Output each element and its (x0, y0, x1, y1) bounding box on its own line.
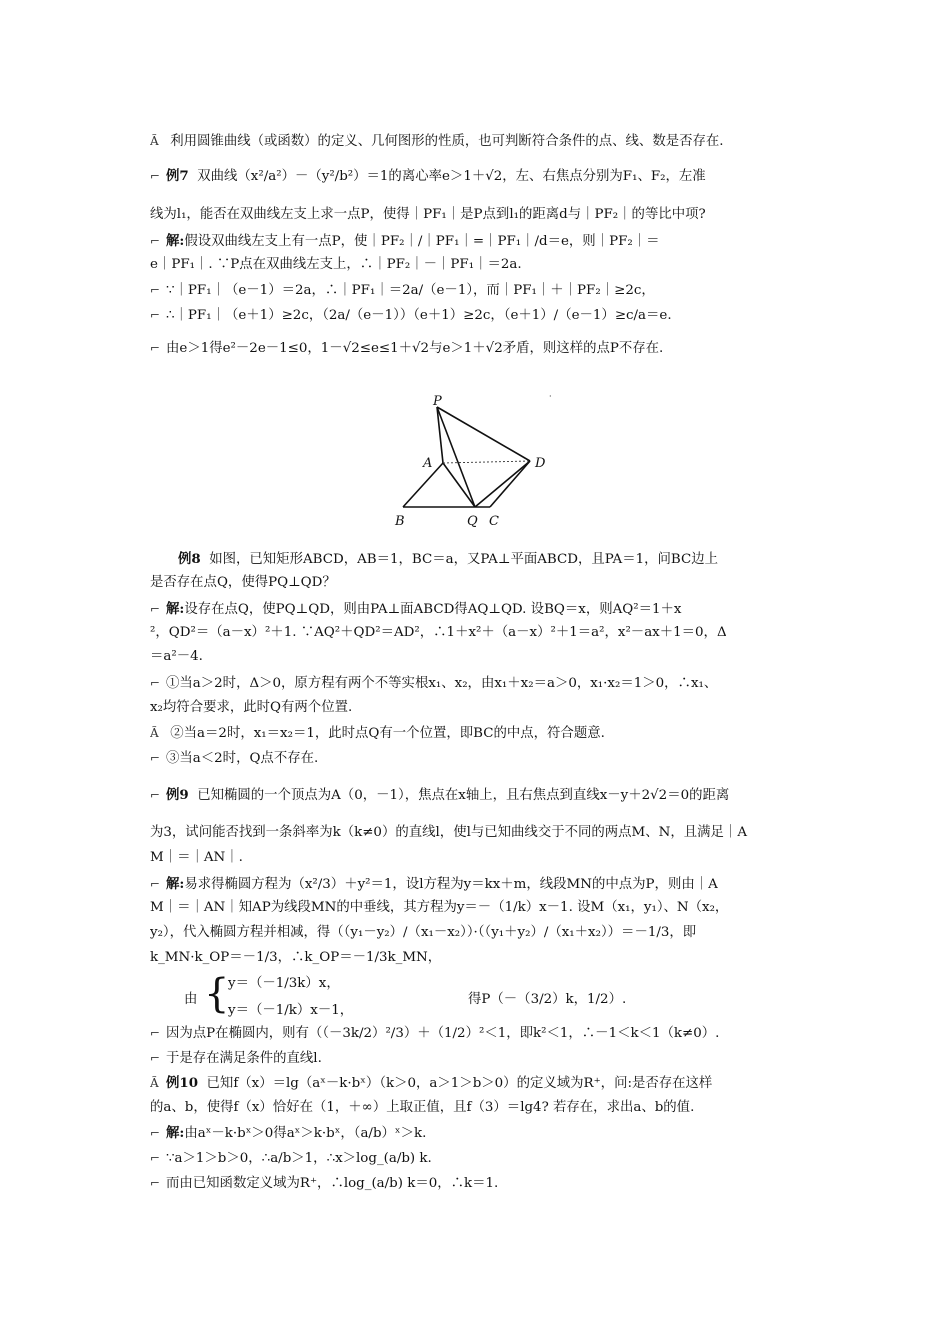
text-line (150, 824, 810, 842)
text-line (150, 749, 810, 768)
label-b: B (395, 514, 405, 529)
line-text: ∵a＞1＞b＞0，∴a/b＞1，∴x＞log_(a/b) k. (166, 1151, 432, 1166)
text-line (150, 1099, 810, 1117)
label-a: A (423, 456, 433, 471)
label-d: D (535, 456, 546, 471)
line-text: e｜PF₁｜. ∵P点在双曲线左支上，∴｜PF₂｜－｜PF₁｜＝2a. (150, 257, 522, 272)
bullet-mark: ⌐ (150, 602, 161, 616)
label-q: Q (467, 514, 478, 529)
text-line (150, 875, 810, 894)
line-text: M｜＝｜AN｜. (150, 850, 243, 865)
bullet-mark: ⌐ (150, 169, 161, 183)
line-text: 利用圆锥曲线（或函数）的定义、几何图形的性质，也可判断符合条件的点、线、数是否存在. (170, 134, 724, 149)
bullet-mark: ⌐ (150, 1026, 161, 1040)
bullet-mark: ⌐ (150, 308, 161, 322)
text-line (150, 1124, 810, 1143)
solution-heading: 解: (166, 233, 185, 249)
line-text: 的a、b，使得f（x）恰好在（1，＋∞）上取正值，且f（3）＝lg4? 若存在，求出a、b的值. (150, 1100, 695, 1115)
system-equation-1: y＝（－1/3k）x， (228, 976, 340, 991)
line-text: ③当a＜2时，Q点不存在. (166, 751, 319, 766)
edge-cd (490, 461, 530, 507)
example-heading: 例10 (166, 1075, 199, 1091)
line-text: 线为l₁，能否在双曲线左支上求一点P，使得｜PF₁｜是P点到l₁的距离d与｜PF₂｜的等比中项? (150, 207, 706, 222)
text-line (150, 624, 810, 642)
bullet-mark: Ã (150, 134, 159, 148)
text-line (150, 232, 810, 251)
stray-dot: · (549, 392, 552, 401)
solution-heading: 解: (166, 601, 185, 617)
text-line (150, 1174, 810, 1193)
pyramid-figure (385, 395, 575, 535)
bullet-mark: ⌐ (150, 877, 161, 891)
bullet-mark: ⌐ (150, 751, 161, 765)
line-text: ①当a＞2时，Δ＞0，原方程有两个不等实根x₁、x₂，由x₁＋x₂＝a＞0，x₁·x₂＝1＞0，∴x₁、 (166, 676, 718, 691)
line-text: 于是存在满足条件的直线l. (166, 1051, 322, 1066)
text-line (150, 674, 810, 693)
text-line (150, 924, 810, 942)
bullet-mark: ⌐ (150, 234, 161, 248)
text-line (150, 132, 810, 151)
system-result: 得P（－（3/2）k，1/2）. (468, 992, 627, 1007)
text-line (150, 724, 810, 743)
line-text: ＝a²－4. (150, 649, 203, 664)
text-line (150, 786, 810, 805)
text-line (150, 1074, 810, 1093)
text-line (150, 949, 810, 967)
line-text: 已知f（x）＝lg（aˣ－k·bˣ）（k＞0，a＞1＞b＞0）的定义域为R⁺，问:是否存在这样 (206, 1076, 713, 1091)
line-text: 易求得椭圆方程为（x²/3）＋y²＝1，设l方程为y＝kx＋m，线段MN的中点为P，则由｜A (184, 877, 718, 892)
text-line (150, 1024, 810, 1043)
text-line (150, 1149, 810, 1168)
text-line (150, 648, 810, 666)
line-text: 是否存在点Q，使得PQ⊥QD？ (150, 575, 336, 590)
edge-qd (475, 461, 530, 507)
edge-ad-hidden (443, 461, 530, 463)
bullet-mark: ⌐ (150, 1151, 161, 1165)
solution-heading: 解: (166, 1125, 185, 1141)
text-line (150, 849, 810, 867)
text-line (150, 899, 810, 917)
line-text: y₂），代入椭圆方程并相减，得（（y₁－y₂）/（x₁－x₂））·（（y₁＋y₂）/（x₁＋x₂））＝－1/3，即 (150, 925, 697, 940)
text-line (150, 281, 810, 300)
line-text: 如图，已知矩形ABCD，AB＝1，BC＝a，又PA⊥平面ABCD，且PA＝1，问BC边上 (209, 552, 719, 567)
line-text: ∵｜PF₁｜（e－1）＝2a，∴｜PF₁｜＝2a/（e－1），而｜PF₁｜＋｜PF₂｜≥2c， (166, 283, 655, 298)
line-text: 而由已知函数定义域为R⁺，∴log_(a/b) k＝0，∴k＝1. (166, 1176, 499, 1191)
text-line (150, 550, 810, 569)
edge-pd (437, 407, 530, 461)
system-brace: { (204, 971, 230, 1017)
bullet-mark: ⌐ (150, 283, 161, 297)
line-text: 假设双曲线左支上有一点P，使｜PF₂｜/｜PF₁｜=｜PF₁｜/d＝e，则｜PF₂｜＝ (184, 234, 660, 249)
text-line (150, 167, 810, 186)
bullet-mark: ⌐ (150, 676, 161, 690)
text-line (150, 206, 810, 224)
bullet-mark: ⌐ (150, 341, 161, 355)
text-line (150, 256, 810, 274)
text-line (150, 574, 810, 592)
line-text: 由e＞1得e²－2e－1≤0，1－√2≤e≤1＋√2与e＞1＋√2矛盾，则这样的点P不存在. (166, 341, 664, 356)
line-text: 因为点P在椭圆内，则有（（－3k/2）²/3）＋（1/2）²＜1，即k²＜1，∴－1＜k＜1（k≠0）. (166, 1026, 720, 1041)
line-text: 为3，试问能否找到一条斜率为k（k≠0）的直线l，使l与已知曲线交于不同的两点M、N，且满足｜A (150, 825, 747, 840)
bullet-mark: ⌐ (150, 1126, 161, 1140)
text-line (150, 600, 810, 619)
line-text: M｜＝｜AN｜知AP为线段MN的中垂线，其方程为y＝－（1/k）x－1. 设M（x₁，y₁）、N（x₂， (150, 900, 729, 915)
line-text: k_MN·k_OP＝－1/3，∴k_OP＝－1/3k_MN， (150, 950, 442, 965)
label-p: P (433, 395, 442, 409)
solution-heading: 解: (166, 876, 185, 892)
example-heading: 例7 (166, 168, 189, 184)
line-text: x₂均符合要求，此时Q有两个位置. (150, 700, 353, 715)
bullet-mark: ⌐ (150, 1051, 161, 1065)
text-line (150, 699, 810, 717)
line-text: 已知椭圆的一个顶点为A（0，－1），焦点在x轴上，且右焦点到直线x－y＋2√2＝0的距离 (197, 788, 730, 803)
line-text: ②当a＝2时，x₁＝x₂＝1，此时点Q有一个位置，即BC的中点，符合题意. (170, 726, 605, 741)
label-c: C (489, 514, 499, 529)
bullet-mark: ⌐ (150, 788, 161, 802)
system-label: 由 (184, 992, 198, 1007)
example-heading: 例9 (166, 787, 189, 803)
edge-aq (443, 463, 475, 507)
line-text: ∴｜PF₁｜（e＋1）≥2c，（2a/（e－1））（e＋1）≥2c，（e＋1）/（e－1）≥c/a＝e. (166, 308, 672, 323)
line-text: ²，QD²＝（a－x）²＋1. ∵AQ²＋QD²＝AD²，∴1＋x²＋（a－x）²＋1＝a²，x²－ax＋1＝0，Δ (150, 625, 727, 640)
example-heading: 例8 (178, 551, 201, 567)
text-line (150, 339, 810, 358)
text-line (150, 306, 810, 325)
bullet-mark: ⌐ (150, 1176, 161, 1190)
text-line (150, 1049, 810, 1068)
line-text: 由aˣ－k·bˣ＞0得aˣ＞k·bˣ，（a/b）ˣ＞k. (184, 1126, 427, 1141)
line-text: 双曲线（x²/a²）－（y²/b²）＝1的离心率e＞1＋√2，左、右焦点分别为F₁、F₂，左准 (197, 169, 706, 184)
system-equation-2: y＝（－1/k）x－1， (228, 1003, 354, 1018)
bullet-mark: Ã (150, 1076, 159, 1090)
line-text: 设存在点Q，使PQ⊥QD，则由PA⊥面ABCD得AQ⊥QD. 设BQ＝x，则AQ²＝1＋x (184, 602, 682, 617)
bullet-mark: Ã (150, 726, 159, 740)
